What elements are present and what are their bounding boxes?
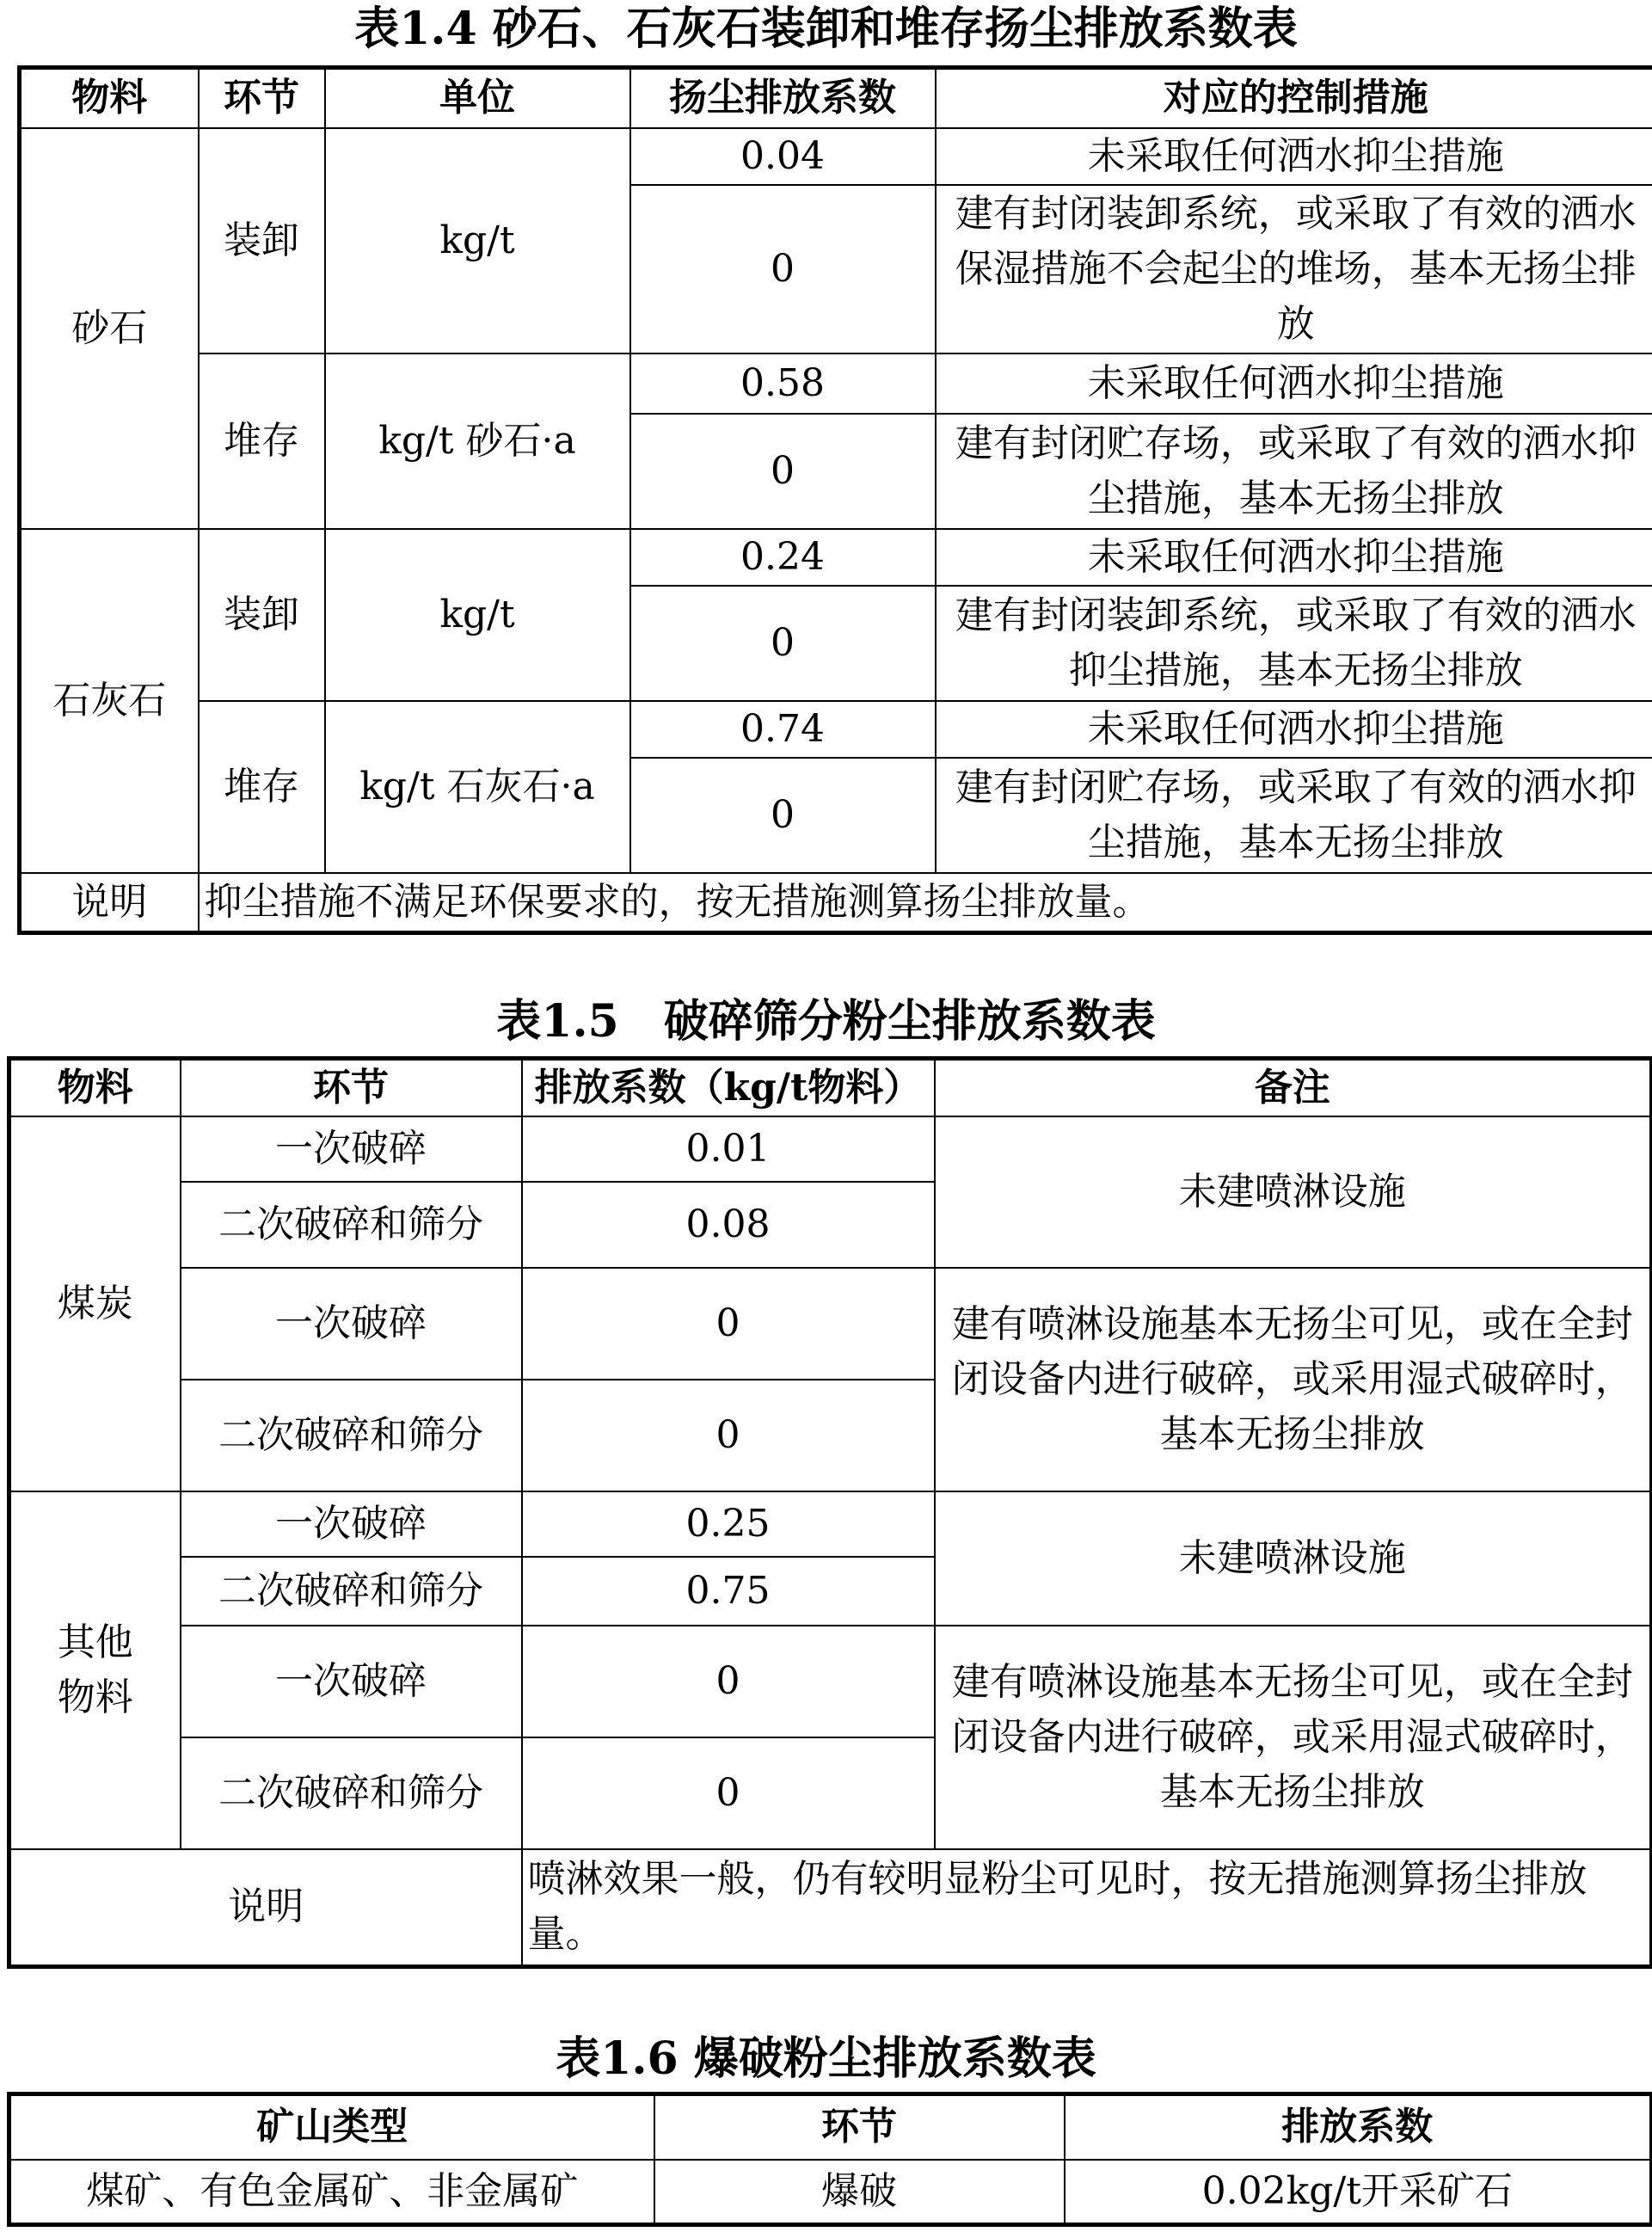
- coefficient-cell: 0: [630, 586, 936, 701]
- measure-cell: 未采取任何洒水抑尘措施: [936, 354, 1652, 414]
- measure-cell: 未采取任何洒水抑尘措施: [936, 128, 1652, 185]
- table-1-4-title: 表1.4 砂石、石灰石装卸和堆存扬尘排放系数表: [354, 3, 1298, 55]
- stage-cell: 一次破碎: [181, 1268, 522, 1380]
- header-stage: 环节: [199, 68, 325, 128]
- material-cell: 石灰石: [20, 529, 199, 873]
- stage-cell: 装卸: [199, 128, 325, 354]
- measure-cell: 建有封闭贮存场，或采取了有效的洒水抑尘措施，基本无扬尘排放: [936, 414, 1652, 529]
- coefficient-cell: 0: [522, 1626, 935, 1737]
- stage-cell: 堆存: [199, 701, 325, 873]
- coefficient-cell: 0.08: [522, 1182, 935, 1268]
- stage-cell: 爆破: [654, 2160, 1065, 2225]
- measure-cell: 建有封闭装卸系统，或采取了有效的洒水保湿措施不会起尘的堆场，基本无扬尘排放: [936, 185, 1652, 354]
- stage-cell: 装卸: [199, 529, 325, 701]
- stage-cell: 二次破碎和筛分: [181, 1557, 522, 1626]
- header-dust-coefficient: 扬尘排放系数: [630, 68, 936, 128]
- table-1-5: [7, 1056, 1652, 1969]
- stage-cell: 二次破碎和筛分: [181, 1380, 522, 1491]
- coefficient-cell: 0.58: [630, 354, 936, 414]
- remark-cell: 建有喷淋设施基本无扬尘可见，或在全封闭设备内进行破碎，或采用湿式破碎时，基本无扬尘排放: [935, 1268, 1652, 1491]
- table-1-6-title: 表1.6 爆破粉尘排放系数表: [556, 2032, 1096, 2085]
- unit-cell: kg/t 石灰石·a: [325, 701, 630, 873]
- unit-cell: kg/t: [325, 529, 630, 701]
- header-remark: 备注: [935, 1059, 1652, 1117]
- coefficient-cell: 0.04: [630, 128, 936, 185]
- header-material: 物料: [20, 68, 199, 128]
- header-stage: 环节: [654, 2094, 1065, 2160]
- mine-type-cell: 煤矿、有色金属矿、非金属矿: [9, 2160, 654, 2225]
- header-control-measure: 对应的控制措施: [936, 68, 1652, 128]
- stage-cell: 一次破碎: [181, 1116, 522, 1182]
- coefficient-cell: 0.75: [522, 1557, 935, 1626]
- header-stage: 环节: [181, 1059, 522, 1117]
- header-emission-coefficient: 排放系数: [1065, 2094, 1652, 2160]
- material-cell: 砂石: [20, 128, 199, 529]
- coefficient-cell: 0: [522, 1268, 935, 1380]
- coefficient-cell: 0.74: [630, 701, 936, 758]
- coefficient-cell: 0.24: [630, 529, 936, 586]
- coefficient-cell: 0.25: [522, 1491, 935, 1557]
- note-text: 抑尘措施不满足环保要求的，按无措施测算扬尘排放量。: [199, 873, 1652, 933]
- header-emission-coefficient: 排放系数（kg/t物料）: [522, 1059, 935, 1117]
- stage-cell: 堆存: [199, 354, 325, 529]
- coefficient-cell: 0: [630, 414, 936, 529]
- stage-cell: 一次破碎: [181, 1491, 522, 1557]
- stage-cell: 二次破碎和筛分: [181, 1182, 522, 1268]
- material-cell: 煤炭: [9, 1116, 181, 1491]
- stage-cell: 一次破碎: [181, 1626, 522, 1737]
- measure-cell: 未采取任何洒水抑尘措施: [936, 529, 1652, 586]
- header-mine-type: 矿山类型: [9, 2094, 654, 2160]
- header-unit: 单位: [325, 68, 630, 128]
- note-label: 说明: [20, 873, 199, 933]
- measure-cell: 未采取任何洒水抑尘措施: [936, 701, 1652, 758]
- coefficient-cell: 0: [630, 758, 936, 873]
- remark-cell: 未建喷淋设施: [935, 1116, 1652, 1268]
- coefficient-cell: 0.01: [522, 1116, 935, 1182]
- note-label: 说明: [9, 1849, 522, 1966]
- table-1-6: [7, 2092, 1652, 2227]
- note-text: 喷淋效果一般，仍有较明显粉尘可见时，按无措施测算扬尘排放量。: [522, 1849, 1652, 1966]
- remark-cell: 建有喷淋设施基本无扬尘可见，或在全封闭设备内进行破碎，或采用湿式破碎时，基本无扬尘排放: [935, 1626, 1652, 1849]
- coefficient-cell: 0.02kg/t开采矿石: [1065, 2160, 1652, 2225]
- measure-cell: 建有封闭装卸系统，或采取了有效的洒水抑尘措施，基本无扬尘排放: [936, 586, 1652, 701]
- unit-cell: kg/t: [325, 128, 630, 354]
- remark-cell: 未建喷淋设施: [935, 1491, 1652, 1626]
- measure-cell: 建有封闭贮存场，或采取了有效的洒水抑尘措施，基本无扬尘排放: [936, 758, 1652, 873]
- header-material: 物料: [9, 1059, 181, 1117]
- table-1-5-title: 表1.5 破碎筛分粉尘排放系数表: [496, 995, 1156, 1048]
- material-cell: 其他物料: [9, 1491, 181, 1849]
- coefficient-cell: 0: [522, 1380, 935, 1491]
- stage-cell: 二次破碎和筛分: [181, 1737, 522, 1849]
- coefficient-cell: 0: [630, 185, 936, 354]
- coefficient-cell: 0: [522, 1737, 935, 1849]
- table-1-4: [17, 65, 1652, 935]
- unit-cell: kg/t 砂石·a: [325, 354, 630, 529]
